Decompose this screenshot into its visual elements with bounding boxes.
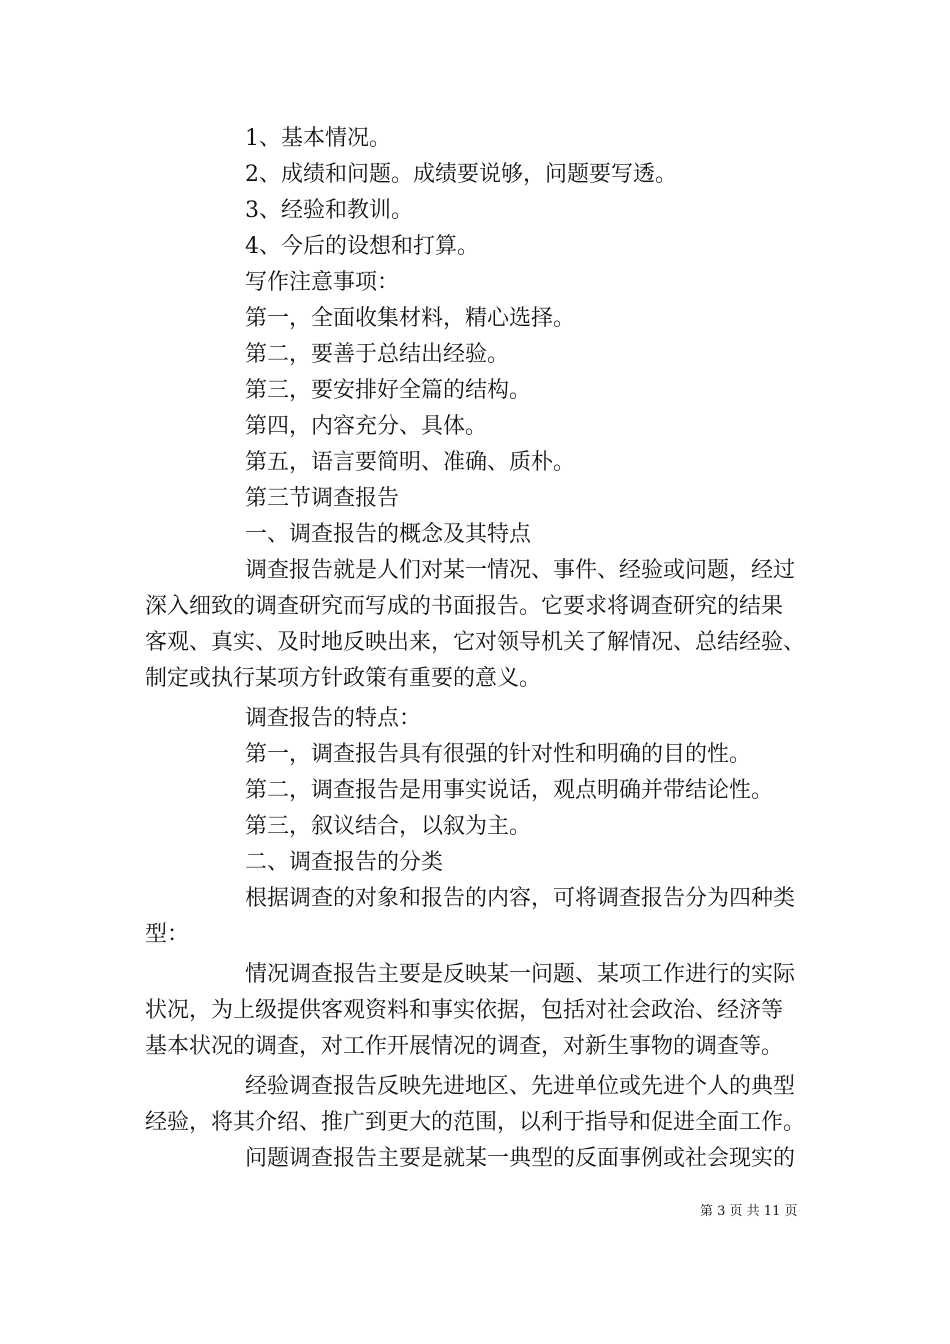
text-line: 写作注意事项：: [245, 270, 400, 295]
text-line: 经验调查报告反映先进地区、先进单位或先进个人的典型: [245, 1074, 796, 1099]
text-line: 4、今后的设想和打算。: [245, 234, 479, 259]
text-line: 情况调查报告主要是反映某一问题、某项工作进行的实际: [245, 962, 796, 987]
section-heading: 第三节调查报告: [245, 486, 400, 511]
text-line: 第一，调查报告具有很强的针对性和明确的目的性。: [245, 742, 752, 767]
text-line: 调查报告就是人们对某一情况、事件、经验或问题，经过: [245, 558, 796, 583]
text-line: 第五，语言要简明、准确、质朴。: [245, 450, 576, 475]
text-line: 第二，要善于总结出经验。: [245, 342, 510, 367]
page-number: 第 3 页 共 11 页: [700, 1204, 798, 1219]
subsection-heading: 二、调查报告的分类: [245, 850, 444, 875]
text-line: 第一，全面收集材料，精心选择。: [245, 306, 576, 331]
subsection-heading: 一、调查报告的概念及其特点: [245, 522, 532, 547]
text-line: 2、成绩和问题。成绩要说够，问题要写透。: [245, 162, 677, 187]
text-line: 3、经验和教训。: [245, 198, 413, 223]
text-line: 客观、真实、及时地反映出来，它对领导机关了解情况、总结经验、: [145, 630, 806, 655]
text-line: 问题调查报告主要是就某一典型的反面事例或社会现实的: [245, 1146, 796, 1171]
text-line: 状况，为上级提供客观资料和事实依据，包括对社会政治、经济等: [145, 998, 784, 1023]
text-line: 第三，叙议结合，以叙为主。: [245, 814, 532, 839]
text-line: 基本状况的调查，对工作开展情况的调查，对新生事物的调查等。: [145, 1034, 784, 1059]
text-line: 制定或执行某项方针政策有重要的意义。: [145, 666, 542, 691]
text-line: 深入细致的调查研究而写成的书面报告。它要求将调查研究的结果: [145, 594, 784, 619]
text-line: 经验，将其介绍、推广到更大的范围，以利于指导和促进全面工作。: [145, 1110, 806, 1135]
text-line: 第三，要安排好全篇的结构。: [245, 378, 532, 403]
text-line: 第四，内容充分、具体。: [245, 414, 488, 439]
text-line: 根据调查的对象和报告的内容，可将调查报告分为四种类: [245, 886, 796, 911]
text-line: 调查报告的特点：: [245, 706, 422, 731]
text-line: 型：: [145, 922, 190, 947]
text-line: 1、基本情况。: [245, 126, 391, 151]
text-line: 第二，调查报告是用事实说话，观点明确并带结论性。: [245, 778, 774, 803]
